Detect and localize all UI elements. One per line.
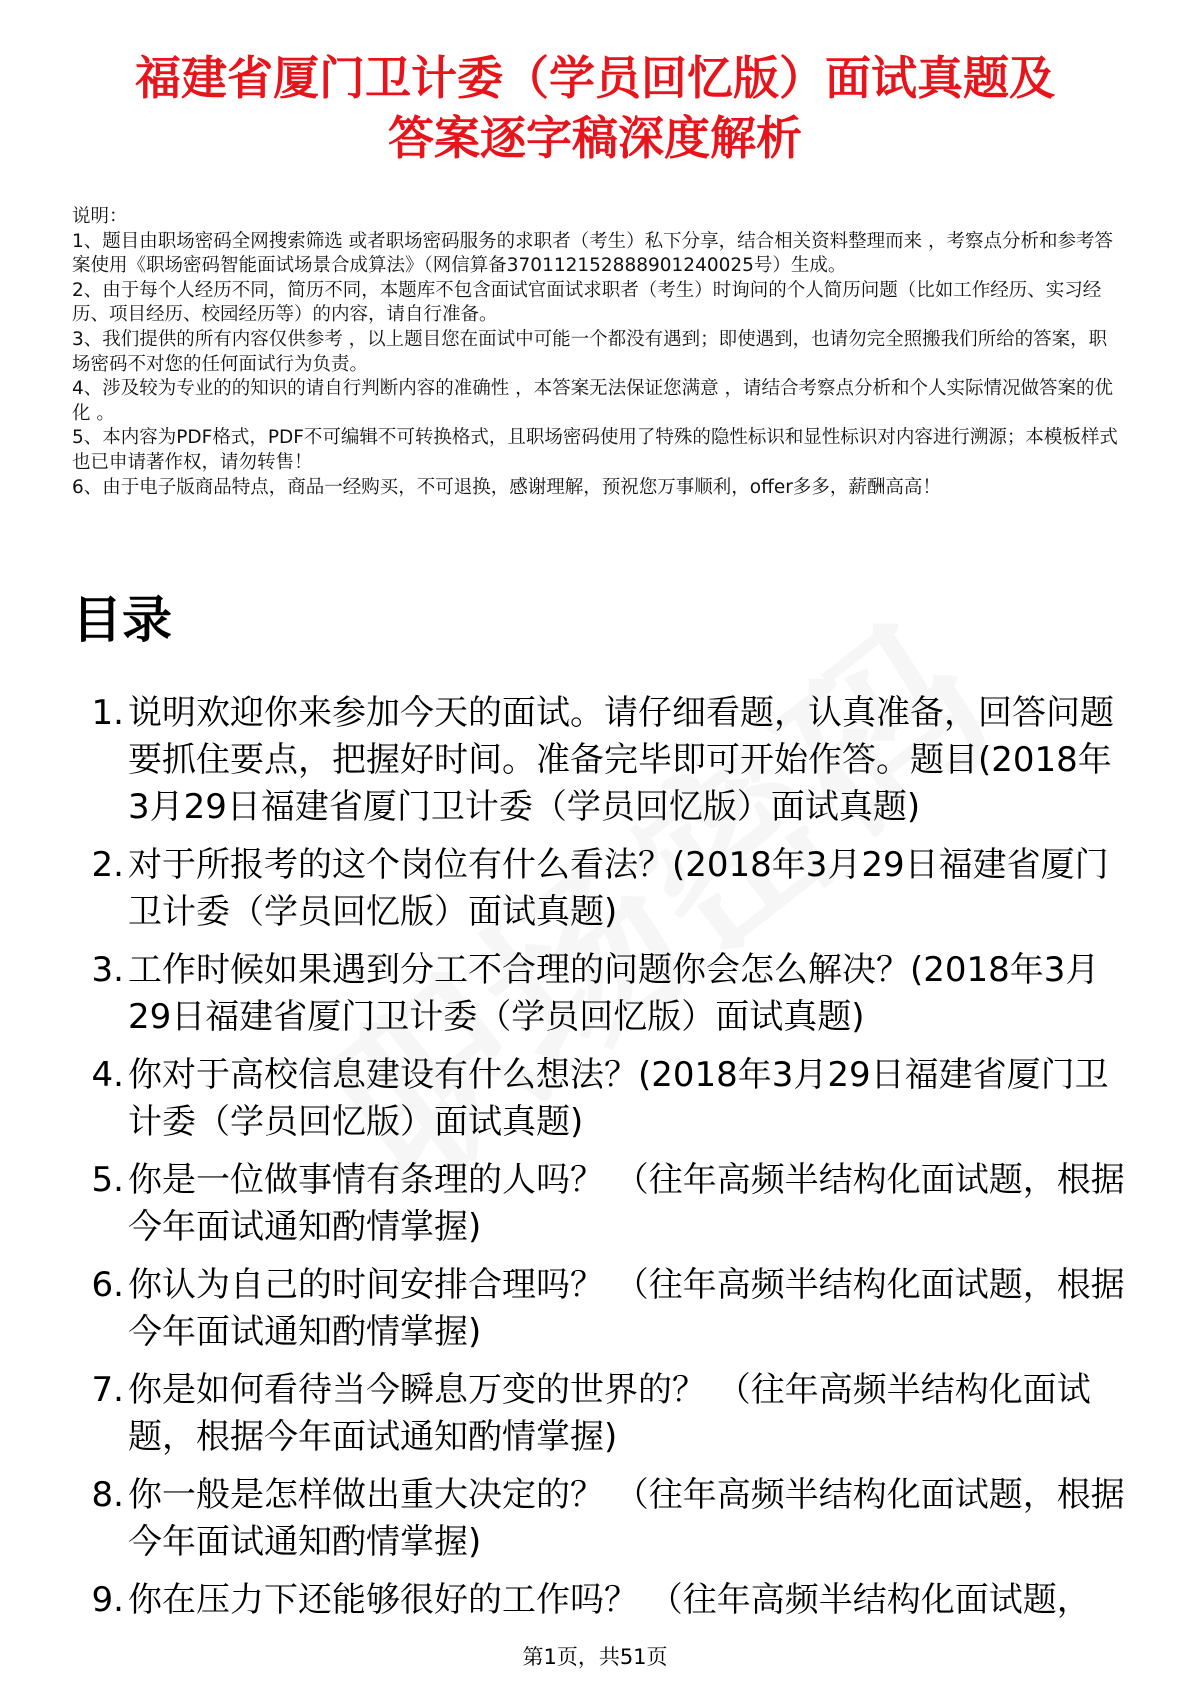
- note-item: 6、由于电子版商品特点，商品一经购买，不可退换，感谢理解，预祝您万事顺利，offer多多，薪酬高高！: [72, 476, 941, 498]
- toc-item-text: 你对于高校信息建设有什么想法？(2018年3月29日福建省厦门卫计委（学员回忆版）面试真题): [128, 1055, 1109, 1142]
- toc-item-text: 工作时候如果遇到分工不合理的问题你会怎么解决？(2018年3月29日福建省厦门卫计委（学员回忆版）面试真题): [128, 950, 1100, 1037]
- toc-item[interactable]: [72, 1262, 1132, 1356]
- toc-item[interactable]: [72, 842, 1132, 936]
- toc-item-number: 2.: [91, 845, 124, 885]
- toc-item-number: 9.: [91, 1580, 124, 1620]
- note-item: 1、题目由职场密码全网搜索筛选 或者职场密码服务的求职者（考生）私下分享，结合相关资料整理而来 ，考察点分析和参考答案使用《职场密码智能面试场景合成算法》（网信算备370112152888901240025号）生成。: [72, 230, 1114, 277]
- title-line-1: 福建省厦门卫计委（学员回忆版）面试真题及: [135, 51, 1055, 105]
- notes-section: [72, 205, 1122, 500]
- table-of-contents: [72, 690, 1132, 1635]
- toc-item-number: 5.: [91, 1160, 124, 1200]
- toc-item[interactable]: [72, 690, 1132, 831]
- note-item: 4、涉及较为专业的的知识的请自行判断内容的准确性 ，本答案无法保证您满意 ，请结合考察点分析和个人实际情况做答案的优化 。: [72, 378, 1114, 424]
- toc-item-number: 7.: [91, 1370, 124, 1410]
- toc-item[interactable]: [72, 1577, 1132, 1624]
- toc-item[interactable]: [72, 1472, 1132, 1566]
- toc-item-text: 你在压力下还能够很好的工作吗？ （往年高频半结构化面试题，: [128, 1580, 1091, 1620]
- toc-heading: 目录: [72, 591, 172, 649]
- notes-label: 说明：: [72, 206, 128, 227]
- toc-item[interactable]: [72, 1367, 1132, 1461]
- toc-item[interactable]: [72, 1052, 1132, 1146]
- note-item: 5、本内容为PDF格式，PDF不可编辑不可转换格式，且职场密码使用了特殊的隐性标识和显性标识对内容进行溯源；本模板样式也已申请著作权，请勿转售！: [72, 427, 1118, 473]
- toc-item-number: 1.: [91, 693, 124, 733]
- toc-item-text: 说明欢迎你来参加今天的面试。请仔细看题，认真准备，回答问题要抓住要点，把握好时间。准备完毕即可开始作答。题目(2018年3月29日福建省厦门卫计委（学员回忆版）面试真题): [128, 693, 1114, 827]
- toc-item-text: 你认为自己的时间安排合理吗？ （往年高频半结构化面试题，根据今年面试通知酌情掌握): [128, 1265, 1125, 1352]
- toc-item-number: 6.: [91, 1265, 124, 1305]
- title-line-2: 答案逐字稿深度解析: [388, 111, 802, 165]
- toc-item-text: 你一般是怎样做出重大决定的？ （往年高频半结构化面试题，根据今年面试通知酌情掌握): [128, 1475, 1125, 1562]
- document-title: [60, 48, 1130, 168]
- toc-item-number: 8.: [91, 1475, 124, 1515]
- toc-item-text: 对于所报考的这个岗位有什么看法？(2018年3月29日福建省厦门卫计委（学员回忆版）面试真题): [128, 845, 1109, 932]
- toc-item-text: 你是如何看待当今瞬息万变的世界的？ （往年高频半结构化面试题，根据今年面试通知酌情掌握): [128, 1370, 1091, 1457]
- page-footer: 第1页，共51页: [522, 1645, 668, 1669]
- toc-item-number: 3.: [91, 950, 124, 990]
- note-item: 2、由于每个人经历不同，简历不同，本题库不包含面试官面试求职者（考生）时询问的个人简历问题（比如工作经历、实习经历、项目经历、校园经历等）的内容，请自行准备。: [72, 279, 1102, 326]
- toc-item[interactable]: [72, 947, 1132, 1041]
- note-item: 3、我们提供的所有内容仅供参考 ，以上题目您在面试中可能一个都没有遇到；即使遇到，也请勿完全照搬我们所给的答案，职场密码不对您的任何面试行为负责。: [72, 328, 1108, 375]
- toc-item[interactable]: [72, 1157, 1132, 1251]
- toc-item-number: 4.: [91, 1055, 124, 1095]
- toc-item-text: 你是一位做事情有条理的人吗？ （往年高频半结构化面试题，根据今年面试通知酌情掌握): [128, 1160, 1125, 1247]
